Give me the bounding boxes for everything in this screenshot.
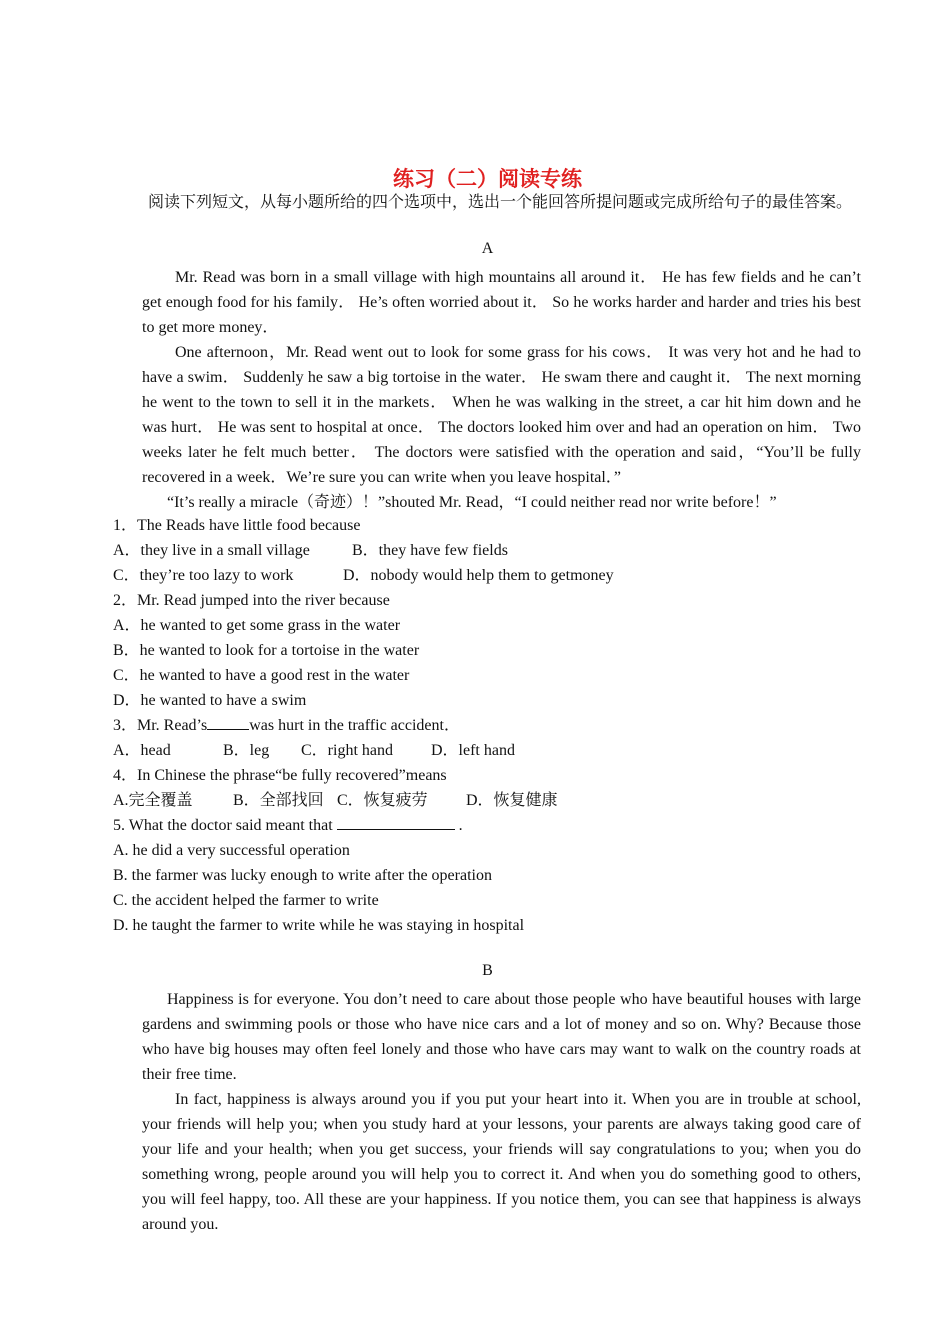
question-4-option-d[interactable]: D．恢复健康 [466,792,558,809]
question-2-option-c[interactable]: C．he wanted to have a good rest in the water [113,667,410,684]
question-5-stem [113,813,873,838]
question-5-option-d[interactable]: D. he taught the farmer to write while he was staying in hospital [113,917,525,934]
question-3-options [113,738,873,763]
question-4-option-a[interactable]: A.完全覆盖 [113,792,193,809]
question-1-option-c[interactable]: C．they’re too lazy to work [113,567,294,584]
question-2-stem: 2．Mr. Read jumped into the river because [113,592,390,609]
passage-a-paragraph-1: Mr. Read was born in a small village with high mountains all around it． He has few fields and he can’t get enough food for his family． He’s often worried about it． So he works harder and harder and tries his best to get more money． [142,269,861,336]
passage-b-paragraph-1: Happiness is for everyone. You don’t need to care about those people who have beautiful houses with large gardens and swimming pools or those who have nice cars and a lot of money and so on. Why? Because those who have big houses may often feel lonely and those who have cars may want to walk on the country roads at their free time. [142,991,861,1083]
passage-a-paragraph-3: “It’s really a miracle（奇迹）！”shouted Mr. Read，“I could neither read nor write before！” [167,494,777,511]
question-4-options [113,788,873,813]
question-1-options-ab [113,538,873,563]
question-4-stem: 4．In Chinese the phrase“be fully recovered”means [113,767,447,784]
question-5-stem-end: . [458,817,463,834]
question-5-option-a[interactable]: A. he did a very successful operation [113,842,350,859]
question-1-stem: 1．The Reads have little food because [113,517,361,534]
question-3-stem [113,713,873,738]
question-5-blank [337,815,455,830]
worksheet-title: 练习（二）阅读专练 [393,167,582,191]
question-4-option-b[interactable]: B．全部找回 [233,792,324,809]
question-2-option-d[interactable]: D．he wanted to have a swim [113,692,307,709]
question-5-option-b[interactable]: B. the farmer was lucky enough to write after the operation [113,867,492,884]
passage-b [142,987,861,1237]
question-1-option-d[interactable]: D．nobody would help them to getmoney [343,567,614,584]
question-3-option-b[interactable]: B．leg [223,742,270,759]
passage-b-paragraph-2: In fact, happiness is always around you if you put your heart into it. When you are in trouble at school, your friends will help you; when you study hard at your lessons, your parents are always taking good care of your life and your health; when you get success, your friends will say congratulations to you; when you do something wrong, people around you will help you to correct it. And when you do something good to others, you will feel happy, too. All these are your happiness. If you notice them, you can see that happiness is always around you. [142,1091,861,1233]
question-2-option-b[interactable]: B．he wanted to look for a tortoise in the water [113,642,420,659]
passage-b-label: B [482,962,493,979]
question-5-stem-start: 5. What the doctor said meant that [113,817,333,834]
question-1-options-cd [113,563,873,588]
question-3-option-a[interactable]: A．head [113,742,171,759]
question-1-option-b[interactable]: B．they have few fields [352,542,508,559]
question-2-option-a[interactable]: A．he wanted to get some grass in the water [113,617,401,634]
question-3-blank [207,715,249,730]
question-3-stem-start: 3．Mr. Read’s [113,717,208,734]
question-3-stem-end: was hurt in the traffic accident． [249,717,460,734]
question-4-option-c[interactable]: C．恢复疲劳 [337,792,428,809]
question-5-option-c[interactable]: C. the accident helped the farmer to write [113,892,379,909]
passage-a [142,265,861,515]
question-3-option-c[interactable]: C．right hand [301,742,393,759]
question-3-option-d[interactable]: D．left hand [431,742,515,759]
question-list [113,513,873,938]
instructions: 阅读下列短文，从每小题所给的四个选项中，选出一个能回答所提问题或完成所给句子的最佳答案。 [148,194,853,211]
passage-a-label: A [481,240,494,257]
question-1-option-a[interactable]: A．they live in a small village [113,542,310,559]
passage-a-paragraph-2: One afternoon，Mr. Read went out to look for some grass for his cows． It was very hot and he had to have a swim． Suddenly he saw a big tortoise in the water． He swam there and caught it． The next morning he went to the town to sell it in the markets． When he was walking in the street, a car hit him down and he was hurt． He was sent to hospital at once． The doctors looked him over and had an operation on him． Two weeks later he felt much better． The doctors were satisfied with the operation and said，“You’ll be fully recovered in a week．We’re sure you can write when you leave hospital．” [142,344,861,486]
